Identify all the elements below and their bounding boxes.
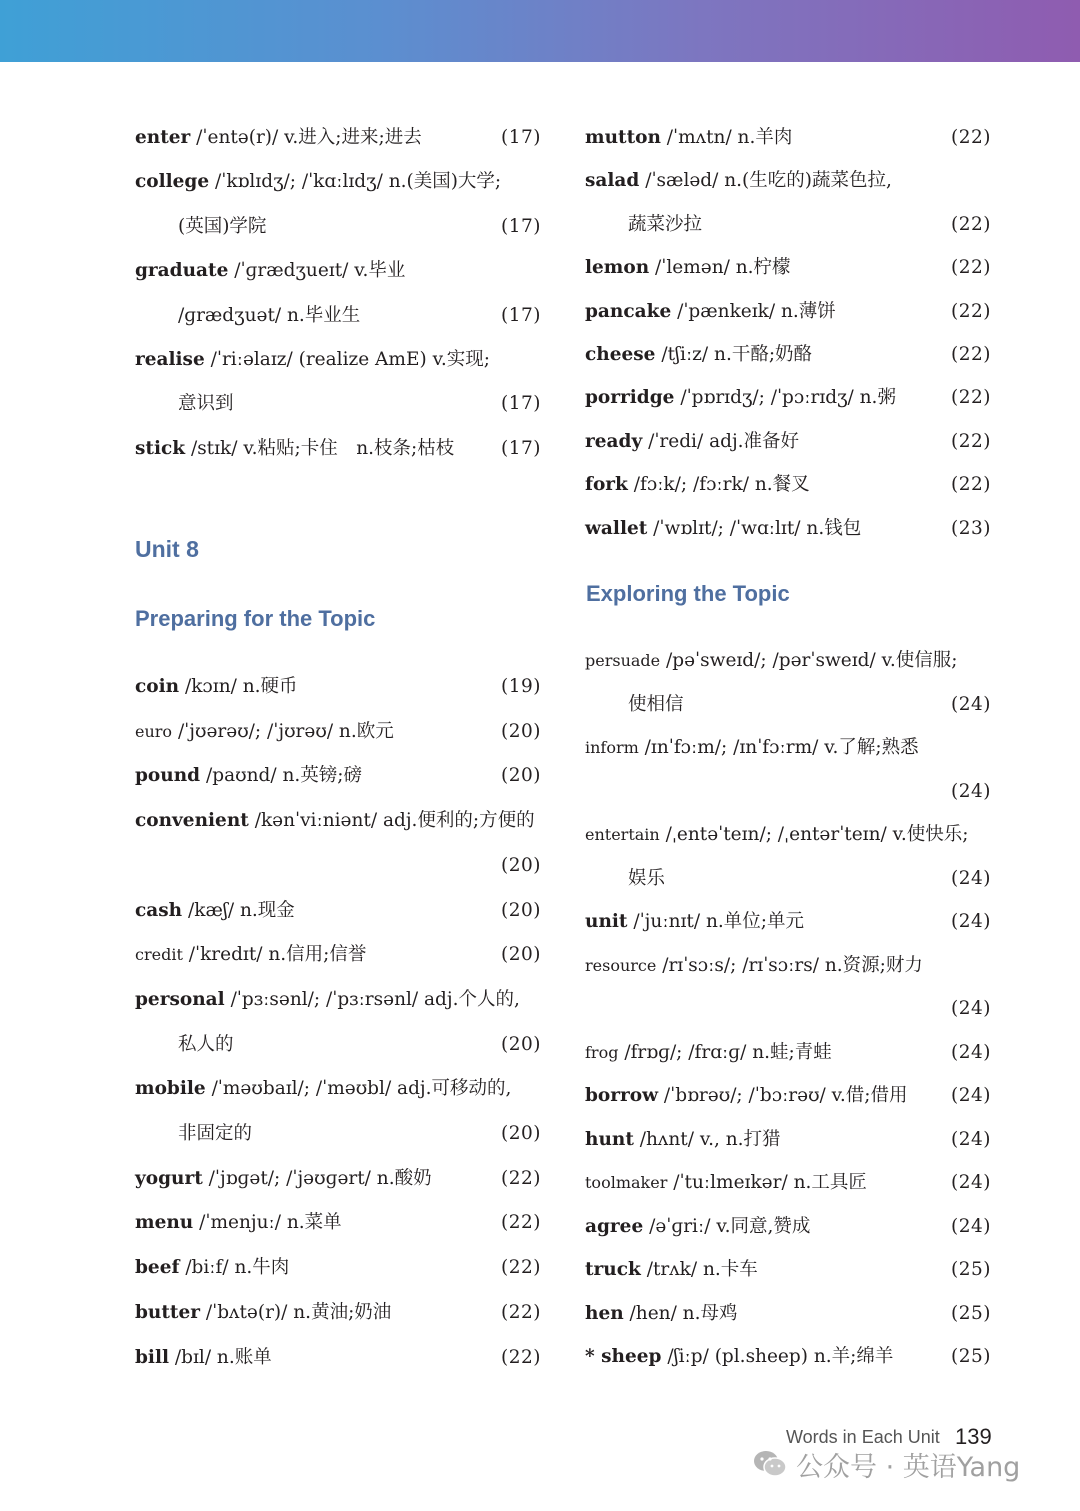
watermark-text: 公众号 · 英语Yang bbox=[796, 1451, 1021, 1483]
page-reference: (22) bbox=[951, 387, 991, 409]
vocab-row bbox=[135, 761, 541, 791]
vocab-entry bbox=[135, 985, 520, 1015]
headword: lemon bbox=[585, 257, 650, 279]
vocab-row bbox=[135, 123, 541, 153]
vocab-entry bbox=[585, 297, 836, 327]
page-reference: (24) bbox=[951, 1172, 991, 1193]
page-reference: (22) bbox=[951, 213, 991, 235]
page-reference: (17) bbox=[501, 215, 541, 237]
headword: toolmaker bbox=[585, 1173, 668, 1192]
definition: /ˈtuːlmeɪkər/ n.工具匠 bbox=[667, 1172, 867, 1193]
definition: /ʃiːp/ (pl.sheep) n.羊;绵羊 bbox=[661, 1346, 894, 1367]
headword: euro bbox=[135, 721, 173, 741]
headword: pancake bbox=[585, 300, 672, 322]
definition: /ˈriːəlaɪz/ (realize AmE) v.实现; bbox=[204, 349, 490, 370]
definition: /ˈmenjuː/ n.菜单 bbox=[193, 1212, 342, 1234]
headword: credit bbox=[135, 945, 183, 965]
page-reference: (20) bbox=[501, 854, 541, 876]
page-reference: (22) bbox=[501, 1257, 541, 1279]
page-reference: (20) bbox=[501, 899, 541, 921]
vocab-entry bbox=[585, 1212, 810, 1242]
vocab-row bbox=[585, 1342, 991, 1372]
vocab-entry bbox=[585, 166, 892, 196]
headword: porridge bbox=[585, 387, 675, 409]
vocab-row bbox=[135, 167, 541, 197]
vocab-row bbox=[585, 253, 991, 283]
vocab-entry bbox=[585, 1168, 867, 1198]
wechat-icon bbox=[752, 1449, 788, 1479]
headword: borrow bbox=[585, 1085, 659, 1106]
page-reference: (20) bbox=[501, 765, 541, 787]
definition: /biːf/ n.牛肉 bbox=[179, 1257, 290, 1279]
vocab-row bbox=[585, 1125, 991, 1155]
footer-title: Words in Each Unit bbox=[786, 1427, 940, 1447]
vocab-row bbox=[135, 806, 541, 836]
definition: /stɪk/ v.粘贴;卡住 n.枝条;枯枝 bbox=[185, 437, 455, 459]
definition: /paʊnd/ n.英镑;磅 bbox=[200, 765, 362, 787]
headword: graduate bbox=[135, 260, 229, 282]
page-reference: (24) bbox=[951, 1215, 991, 1237]
vocab-row bbox=[135, 1074, 541, 1104]
definition: /ɡrædʒuət/ n.毕业生 bbox=[178, 304, 361, 326]
page-reference: (25) bbox=[951, 1259, 991, 1280]
vocab-entry bbox=[585, 1125, 781, 1155]
page-reference: (24) bbox=[951, 1085, 991, 1106]
headword: cash bbox=[135, 899, 183, 921]
vocab-row bbox=[135, 389, 541, 419]
vocab-entry bbox=[135, 1119, 252, 1149]
definition: /kæʃ/ n.现金 bbox=[182, 899, 295, 921]
page-reference: (24) bbox=[951, 998, 991, 1019]
headword: hen bbox=[585, 1302, 624, 1324]
vocab-row bbox=[135, 1208, 541, 1238]
headword: ready bbox=[585, 430, 643, 452]
vocab-entry bbox=[135, 1074, 511, 1104]
definition: 非固定的 bbox=[178, 1123, 253, 1144]
vocab-row bbox=[585, 297, 991, 327]
vocab-entry bbox=[585, 470, 810, 500]
unit-title: Unit 8 bbox=[135, 536, 199, 562]
vocab-entry bbox=[135, 717, 394, 747]
page-reference: (20) bbox=[501, 720, 541, 742]
vocab-entry bbox=[585, 1255, 758, 1285]
headword: college bbox=[135, 171, 210, 193]
definition: 意识到 bbox=[178, 393, 234, 415]
vocab-row bbox=[585, 646, 991, 676]
definition: /tʃiːz/ n.干酪;奶酪 bbox=[655, 344, 813, 365]
vocab-entry bbox=[585, 1299, 737, 1329]
vocab-row bbox=[135, 985, 541, 1015]
headword: wallet bbox=[585, 517, 648, 539]
page-reference: (22) bbox=[501, 1301, 541, 1323]
vocab-entry bbox=[585, 1038, 832, 1068]
vocab-entry bbox=[585, 514, 861, 544]
definition: /ˈmʌtn/ n.羊肉 bbox=[660, 127, 793, 148]
page-reference: (25) bbox=[951, 1302, 991, 1324]
page-reference: (17) bbox=[501, 437, 541, 459]
headword: * sheep bbox=[585, 1346, 662, 1367]
page-reference: (22) bbox=[501, 1167, 541, 1189]
vocab-row bbox=[585, 470, 991, 500]
page-reference: (23) bbox=[951, 517, 991, 539]
vocab-row bbox=[585, 1081, 991, 1111]
page-reference: (22) bbox=[951, 474, 991, 496]
page-reference: (22) bbox=[951, 300, 991, 322]
vocab-entry bbox=[135, 761, 362, 791]
vocab-row bbox=[585, 210, 991, 240]
vocab-entry bbox=[585, 820, 969, 850]
vocab-entry bbox=[585, 1081, 908, 1111]
vocab-entry bbox=[135, 896, 295, 926]
vocab-entry bbox=[135, 212, 266, 242]
headword: mobile bbox=[135, 1078, 206, 1100]
headword: enter bbox=[135, 127, 191, 148]
definition: /frɒɡ/; /frɑːɡ/ n.蛙;青蛙 bbox=[618, 1041, 832, 1063]
vocab-entry bbox=[585, 383, 896, 413]
vocab-row bbox=[585, 1299, 991, 1329]
definition: /ˈpænkeɪk/ n.薄饼 bbox=[671, 300, 836, 322]
definition: /ˈwɒlɪt/; /ˈwɑːlɪt/ n.钱包 bbox=[647, 517, 862, 539]
headword: fork bbox=[585, 474, 628, 496]
definition: /ɪnˈfɔːm/; /ɪnˈfɔːrm/ v.了解;熟悉 bbox=[638, 737, 919, 758]
page-reference: (20) bbox=[501, 1123, 541, 1144]
vocab-entry bbox=[135, 389, 234, 419]
page-reference: (22) bbox=[501, 1212, 541, 1234]
vocab-entry bbox=[135, 672, 298, 702]
vocab-entry bbox=[135, 1298, 391, 1328]
watermark bbox=[752, 1446, 1020, 1482]
vocab-row bbox=[135, 345, 541, 375]
definition: /ˈjɒɡət/; /ˈjəʊɡərt/ n.酸奶 bbox=[202, 1167, 432, 1189]
definition: /ˈpɜːsənl/; /ˈpɜːrsənl/ adj.个人的, bbox=[224, 988, 520, 1010]
vocab-entry bbox=[585, 210, 702, 240]
vocab-row bbox=[135, 256, 541, 286]
page-reference: (24) bbox=[951, 1128, 991, 1150]
page-reference: (24) bbox=[951, 1041, 991, 1063]
page-reference: (22) bbox=[951, 344, 991, 365]
headword: frog bbox=[585, 1042, 619, 1062]
headword: beef bbox=[135, 1257, 180, 1279]
vocab-entry bbox=[585, 690, 684, 720]
vocab-row bbox=[585, 733, 991, 763]
vocab-row bbox=[585, 994, 991, 1024]
vocab-row bbox=[135, 212, 541, 242]
headword: inform bbox=[585, 738, 639, 757]
headword: cheese bbox=[585, 344, 656, 365]
definition: /hʌnt/ v., n.打猎 bbox=[633, 1128, 781, 1150]
vocab-entry bbox=[135, 1343, 272, 1373]
vocab-entry bbox=[135, 345, 490, 375]
definition: /fɔːk/; /fɔːrk/ n.餐叉 bbox=[627, 474, 810, 496]
page-reference: (24) bbox=[951, 867, 991, 889]
page-reference: (24) bbox=[951, 911, 991, 932]
headword: mutton bbox=[585, 127, 661, 148]
vocab-entry bbox=[585, 864, 665, 894]
vocab-row bbox=[135, 1119, 541, 1149]
vocab-row bbox=[585, 166, 991, 196]
vocab-row bbox=[135, 434, 541, 464]
headword: truck bbox=[585, 1259, 641, 1280]
vocab-entry bbox=[585, 1342, 893, 1372]
vocab-row bbox=[585, 777, 991, 807]
vocab-row bbox=[585, 340, 991, 370]
page-reference: (17) bbox=[501, 393, 541, 415]
definition: /ˈɡrædʒueɪt/ v.毕业 bbox=[228, 260, 406, 282]
definition: /ˈsæləd/ n.(生吃的)蔬菜色拉, bbox=[639, 170, 892, 192]
definition: /kənˈviːniənt/ adj.便利的;方便的 bbox=[248, 810, 535, 832]
page-reference: (24) bbox=[951, 780, 991, 802]
page-reference: (22) bbox=[951, 127, 991, 148]
definition: /ˈentə(r)/ v.进入;进来;进去 bbox=[190, 127, 422, 148]
vocab-row bbox=[135, 717, 541, 747]
vocab-entry bbox=[135, 1253, 289, 1283]
vocab-row bbox=[585, 1038, 991, 1068]
headword: bill bbox=[135, 1346, 170, 1368]
definition: /ˈredi/ adj.准备好 bbox=[642, 430, 800, 452]
vocab-entry bbox=[135, 1164, 432, 1194]
headword: unit bbox=[585, 911, 628, 932]
vocab-entry bbox=[585, 123, 792, 153]
vocab-entry bbox=[135, 167, 501, 197]
vocab-entry bbox=[585, 733, 919, 763]
definition: /ˈlemən/ n.柠檬 bbox=[649, 257, 791, 279]
vocab-entry bbox=[135, 434, 454, 464]
vocab-entry bbox=[135, 806, 535, 836]
section-title-preparing: Preparing for the Topic bbox=[135, 606, 376, 631]
definition: (英国)学院 bbox=[178, 215, 267, 237]
headword: entertain bbox=[585, 825, 660, 844]
vocab-row bbox=[135, 851, 541, 881]
vocab-row bbox=[135, 1164, 541, 1194]
vocab-row bbox=[585, 514, 991, 544]
vocab-row bbox=[135, 940, 541, 970]
definition: /ˈjuːnɪt/ n.单位;单元 bbox=[627, 911, 804, 932]
vocab-entry bbox=[585, 907, 804, 937]
vocab-row bbox=[585, 864, 991, 894]
vocab-row bbox=[585, 1168, 991, 1198]
headword: menu bbox=[135, 1212, 194, 1234]
vocab-row bbox=[585, 907, 991, 937]
vocab-row bbox=[585, 820, 991, 850]
headword: pound bbox=[135, 765, 201, 787]
vocab-row bbox=[135, 1030, 541, 1060]
vocab-row bbox=[585, 1212, 991, 1242]
definition: /pəˈsweɪd/; /pərˈsweɪd/ v.使信服; bbox=[660, 650, 958, 671]
vocab-row bbox=[585, 1255, 991, 1285]
definition: 私人的 bbox=[178, 1033, 234, 1055]
vocab-entry bbox=[585, 427, 799, 457]
section-title-exploring: Exploring the Topic bbox=[586, 581, 790, 606]
vocab-row bbox=[135, 301, 541, 331]
definition: /ˈkredɪt/ n.信用;信誉 bbox=[182, 944, 367, 966]
definition: 娱乐 bbox=[628, 867, 666, 889]
vocab-entry bbox=[585, 340, 812, 370]
page-reference: (22) bbox=[951, 257, 991, 279]
vocab-row bbox=[135, 672, 541, 702]
page-reference: (22) bbox=[501, 1346, 541, 1368]
definition: /ˈbɒrəʊ/; /ˈbɔːrəʊ/ v.借;借用 bbox=[658, 1085, 908, 1106]
page-number: 139 bbox=[955, 1424, 992, 1449]
page-reference: (19) bbox=[501, 676, 541, 697]
page-reference: (17) bbox=[501, 127, 541, 148]
page-reference: (20) bbox=[501, 1033, 541, 1055]
page-reference: (22) bbox=[951, 430, 991, 452]
definition: /rɪˈsɔːs/; /rɪˈsɔːrs/ n.资源;财力 bbox=[656, 954, 923, 976]
vocab-row bbox=[135, 1253, 541, 1283]
page-reference: (17) bbox=[501, 304, 541, 326]
vocab-entry bbox=[135, 1030, 234, 1060]
vocab-row bbox=[135, 896, 541, 926]
vocab-entry bbox=[135, 123, 422, 153]
headword: agree bbox=[585, 1215, 644, 1237]
vocab-entry bbox=[585, 253, 791, 283]
headword: realise bbox=[135, 349, 205, 370]
headword: resource bbox=[585, 955, 657, 975]
vocab-entry bbox=[135, 256, 405, 286]
definition: /kɔɪn/ n.硬币 bbox=[179, 676, 298, 697]
header-color-bar bbox=[0, 0, 1080, 62]
page-reference: (20) bbox=[501, 944, 541, 966]
vocab-row bbox=[135, 1343, 541, 1373]
headword: stick bbox=[135, 437, 186, 459]
headword: butter bbox=[135, 1301, 200, 1323]
headword: hunt bbox=[585, 1128, 634, 1150]
page-reference: (25) bbox=[951, 1346, 991, 1367]
vocab-row bbox=[585, 427, 991, 457]
definition: 蔬菜沙拉 bbox=[628, 213, 703, 235]
headword: personal bbox=[135, 988, 225, 1010]
definition: 使相信 bbox=[628, 693, 684, 715]
definition: /ˈjʊərəʊ/; /ˈjʊrəʊ/ n.欧元 bbox=[172, 720, 394, 742]
definition: /hen/ n.母鸡 bbox=[623, 1302, 738, 1324]
vocab-row bbox=[585, 123, 991, 153]
vocab-row bbox=[135, 1298, 541, 1328]
definition: /trʌk/ n.卡车 bbox=[640, 1259, 758, 1280]
vocab-entry bbox=[585, 646, 957, 676]
vocab-row bbox=[585, 951, 991, 981]
headword: coin bbox=[135, 676, 180, 697]
vocab-entry bbox=[585, 951, 923, 981]
headword: persuade bbox=[585, 651, 661, 670]
vocab-entry bbox=[135, 301, 360, 331]
vocab-row bbox=[585, 690, 991, 720]
vocab-entry bbox=[135, 940, 366, 970]
vocab-row bbox=[585, 383, 991, 413]
definition: /ˌentəˈteɪn/; /ˌentərˈteɪn/ v.使快乐; bbox=[659, 824, 969, 845]
definition: /ˈpɒrɪdʒ/; /ˈpɔːrɪdʒ/ n.粥 bbox=[674, 387, 896, 409]
definition: /əˈɡriː/ v.同意,赞成 bbox=[643, 1215, 811, 1237]
definition: /ˈkɒlɪdʒ/; /ˈkɑːlɪdʒ/ n.(美国)大学; bbox=[209, 171, 502, 193]
headword: yogurt bbox=[135, 1167, 203, 1189]
definition: /bɪl/ n.账单 bbox=[169, 1346, 272, 1368]
vocab-entry bbox=[135, 1208, 342, 1238]
page-reference: (24) bbox=[951, 693, 991, 715]
headword: salad bbox=[585, 170, 640, 192]
headword: convenient bbox=[135, 810, 249, 832]
definition: /ˈməʊbaɪl/; /ˈməʊbl/ adj.可移动的, bbox=[205, 1078, 512, 1100]
definition: /ˈbʌtə(r)/ n.黄油;奶油 bbox=[200, 1301, 392, 1323]
